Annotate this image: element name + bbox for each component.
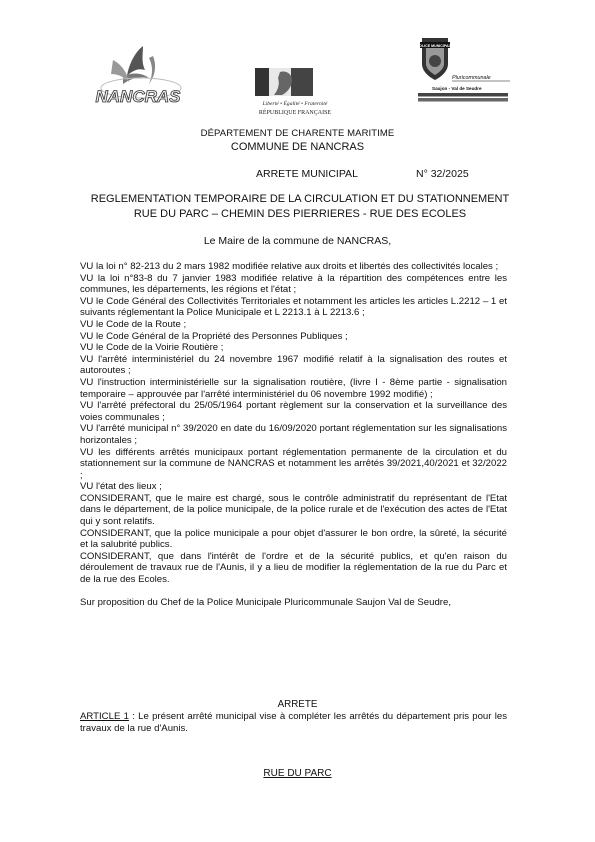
police-logo-name: Pluricommunale xyxy=(452,75,491,81)
visa-item: VU le Code Général de la Propriété des Personnes Publiques ; xyxy=(80,330,348,342)
nancras-logo-text: NANCRAS xyxy=(95,87,181,106)
considerant-item: CONSIDERANT, que la police municipale a pour objet d'assurer le bon ordre, la sûreté, la sécurité et la salubrité publics. xyxy=(80,527,507,551)
visa-item: VU l'arrêté interministériel du 24 novembre 1967 modifié relatif à la signalisation des routes et autoroutes ; xyxy=(80,353,507,377)
visa-item: VU l'arrêté préfectoral du 25/05/1964 portant règlement sur la conservation et la surveillance des voies communales ; xyxy=(80,400,507,423)
considerant-item: CONSIDERANT, que le maire est chargé, sous le contrôle administratif du représentant de l'Etat dans le département, de la police municipale, de la police rurale et de l'exécution des actes de l'Etat qui y sont relatifs. xyxy=(80,492,507,528)
article-1-label: ARTICLE 1 xyxy=(80,711,129,722)
document-title xyxy=(60,192,540,222)
department-heading: DÉPARTEMENT DE CHARENTE MARITIME xyxy=(200,128,395,139)
title-line-2: RUE DU PARC – CHEMIN DES PIERRIERES - RUE DES ECOLES xyxy=(133,208,467,220)
maire-line: Le Maire de la commune de NANCRAS, xyxy=(203,235,392,247)
visa-item: VU l'état des lieux ; xyxy=(80,481,162,493)
police-badge-text: POLICE MUNICIPALE xyxy=(416,44,454,48)
visa-item: VU les différents arrêtés municipaux portant réglementation permanente de la circulation et du stationnement sur la commune de NANCRAS et notamment les arrêtés 39/2021,40/2021 et 32/2022 ; xyxy=(80,446,507,481)
visa-item: VU l'arrêté municipal n° 39/2020 en date du 16/09/2020 portant réglementation sur les signalisations horizontales ; xyxy=(80,423,507,446)
arrete-number: N° 32/2025 xyxy=(416,168,469,180)
police-municipale-logo xyxy=(412,34,512,124)
title-line-1: REGLEMENTATION TEMPORAIRE DE LA CIRCULATION ET DU STATIONNEMENT xyxy=(90,193,510,205)
rf-motto: Liberté • Égalité • Fraternité xyxy=(262,101,328,107)
section-heading-rue-du-parc: RUE DU PARC xyxy=(263,768,332,779)
visas-section xyxy=(80,261,507,608)
visa-item: VU le Code de la Voirie Routière ; xyxy=(80,342,224,354)
nancras-logo xyxy=(83,38,193,118)
article-1-text: : Le présent arrêté municipal vise à compléter les arrêtés du département pris pour les travaux de la rue d'Aunis. xyxy=(80,711,507,734)
visa-item: VU le Code de la Route ; xyxy=(80,318,187,330)
visa-item: VU la loi n° 82-213 du 2 mars 1982 modifiée relative aux droits et libertés des collectivités locales ; xyxy=(80,261,499,272)
visa-item: VU le Code Général des Collectivités Territoriales et notamment les articles les articles L.2212 – 1 et suivants réglementant la Police Municipale et L 2213.1 à L 2213.6 ; xyxy=(80,295,507,319)
visa-item: VU l'instruction interministérielle sur la signalisation routière, (livre I - 8ème partie - signalisation temporaire – approuvée par l'arrêté interministériel du 06 novembre 1992 modifié) ; xyxy=(80,376,507,400)
commune-heading: COMMUNE DE NANCRAS xyxy=(230,141,365,153)
rf-name: RÉPUBLIQUE FRANÇAISE xyxy=(258,110,332,116)
arrete-heading: ARRETE xyxy=(277,699,318,710)
proposition-line: Sur proposition du Chef de la Police Municipale Pluricommunale Saujon Val de Seudre, xyxy=(80,596,451,608)
police-logo-place: Saujon - Val de Seudre xyxy=(432,86,482,91)
republique-francaise-logo xyxy=(250,68,340,124)
visa-item: VU la loi n°83-8 du 7 janvier 1983 modifiée relative à la répartition des compétences entre les communes, les départements, les régions et l'état ; xyxy=(80,272,507,296)
arrete-label: ARRETE MUNICIPAL xyxy=(256,168,358,180)
considerant-item: CONSIDERANT, que dans l'intérêt de l'ordre et de la sécurité publics, et qu'en raison du déroulement de travaux rue de l'Aunis, il y a lieu de modifier la réglementation de la rue du Parc et de la rue des Ecoles. xyxy=(80,550,507,586)
article-1 xyxy=(80,711,507,734)
